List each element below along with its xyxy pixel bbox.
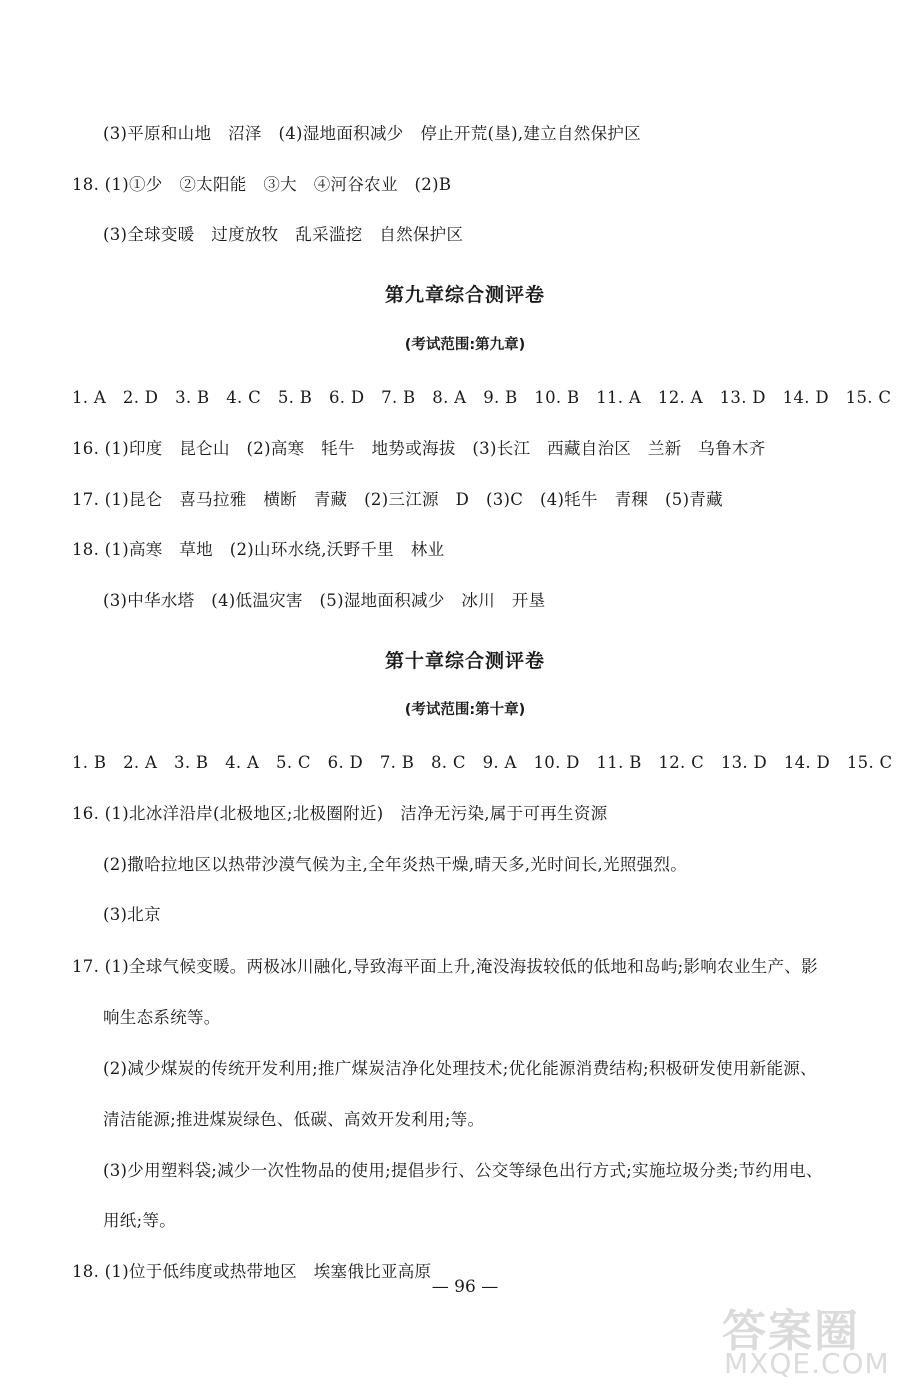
answer-line: (3)全球变暖 过度放牧 乱采滥挖 自然保护区 bbox=[103, 225, 464, 244]
chapter10-title: 第十章综合测评卷 bbox=[384, 650, 545, 672]
chapter9-q17: 17. (1)昆仑 喜马拉雅 横断 青藏 (2)三江源 D (3)C (4)牦牛 青稞 (5)青藏 bbox=[72, 490, 723, 509]
watermark bbox=[722, 1295, 900, 1387]
chapter9-q16: 16. (1)印度 昆仑山 (2)高寒 牦牛 地势或海拔 (3)长江 西藏自治区 兰新 乌鲁木齐 bbox=[72, 439, 766, 458]
chapter9-title: 第九章综合测评卷 bbox=[384, 284, 545, 306]
chapter10-q17-part2-cont: 清洁能源;推进煤炭绿色、低碳、高效开发利用;等。 bbox=[103, 1110, 485, 1129]
chapter10-q17-part3: (3)少用塑料袋;减少一次性物品的使用;提倡步行、公交等绿色出行方式;实施垃圾分类;节约用电、 bbox=[103, 1161, 823, 1180]
chapter10-q17-cont: 响生态系统等。 bbox=[103, 1008, 221, 1027]
chapter9-scope: (考试范围:第九章) bbox=[404, 337, 526, 353]
chapter9-q18-cont: (3)中华水塔 (4)低温灾害 (5)湿地面积减少 冰川 开垦 bbox=[103, 591, 546, 610]
chapter9-multiple-choice: 1. A 2. D 3. B 4. C 5. B 6. D 7. B 8. A 9. B 10. B 11. A 12. A 13. D 14. D 15. C bbox=[72, 388, 892, 407]
chapter10-scope: (考试范围:第十章) bbox=[404, 702, 526, 718]
chapter10-q16-part3: (3)北京 bbox=[103, 905, 161, 924]
chapter10-q18: 18. (1)位于低纬度或热带地区 埃塞俄比亚高原 bbox=[72, 1262, 432, 1281]
answer-line: (3)平原和山地 沼泽 (4)湿地面积减少 停止开荒(垦),建立自然保护区 bbox=[103, 124, 641, 143]
chapter10-q16: 16. (1)北冰洋沿岸(北极地区;北极圈附近) 洁净无污染,属于可再生资源 bbox=[72, 804, 608, 823]
chapter10-q16-part2: (2)撒哈拉地区以热带沙漠气候为主,全年炎热干燥,晴天多,光时间长,光照强烈。 bbox=[103, 855, 688, 874]
answer-line: 18. (1)①少 ②太阳能 ③大 ④河谷农业 (2)B bbox=[72, 175, 452, 194]
chapter10-q17-part3-cont: 用纸;等。 bbox=[103, 1211, 177, 1230]
watermark-url: MXQE.COM bbox=[724, 1347, 890, 1380]
chapter9-q18: 18. (1)高寒 草地 (2)山环水绕,沃野千里 林业 bbox=[72, 540, 445, 559]
watermark-logo: 答案圈 bbox=[722, 1306, 860, 1357]
chapter10-multiple-choice: 1. B 2. A 3. B 4. A 5. C 6. D 7. B 8. C 9. A 10. D 11. B 12. C 13. D 14. D 15. C bbox=[72, 753, 893, 772]
chapter10-q17: 17. (1)全球气候变暖。两极冰川融化,导致海平面上升,淹没海拔较低的低地和岛屿;影响农业生产、影 bbox=[72, 957, 818, 976]
page-number: — 96 — bbox=[431, 1277, 499, 1297]
chapter10-q17-part2: (2)减少煤炭的传统开发利用;推广煤炭洁净化处理技术;优化能源消费结构;积极研发使用新能源、 bbox=[103, 1059, 817, 1078]
